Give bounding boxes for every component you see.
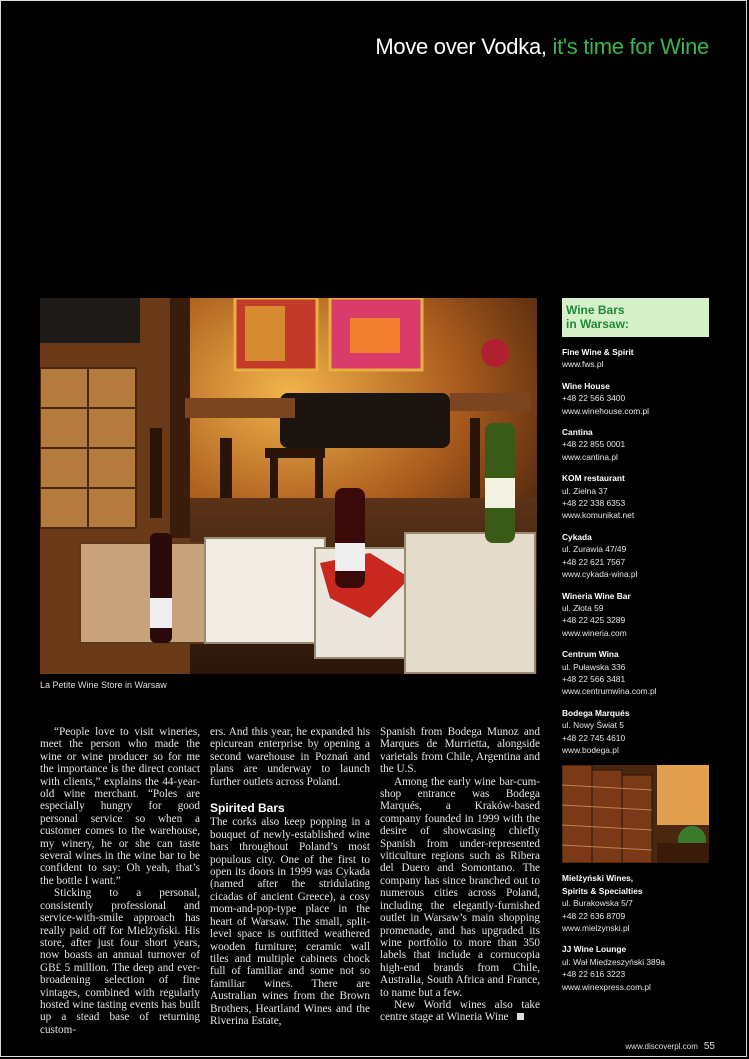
article-column-2 (210, 726, 370, 1027)
section-subhead: Spirited Bars (210, 801, 285, 816)
wine-bar-entry (562, 943, 709, 993)
wine-bar-name-cont: Spirits & Specialties (562, 885, 643, 896)
wine-bar-detail: ul. Zielna 37 (562, 485, 608, 496)
wine-bar-entry (562, 590, 709, 640)
photo-caption: La Petite Wine Store in Warsaw (40, 680, 167, 690)
wine-bar-entry (562, 426, 709, 463)
wine-bar-detail: ul. Wał Miedzeszyński 389a (562, 956, 666, 967)
wine-bar-detail: ul. Puławska 336 (562, 661, 626, 672)
sidebar-heading (562, 298, 709, 337)
wine-bar-name: Cykada (562, 531, 592, 542)
wine-bar-name: Wineria Wine Bar (562, 590, 631, 601)
wine-bar-entry (562, 648, 709, 698)
wine-bar-name: KOM restaurant (562, 473, 625, 484)
wine-bar-detail: ul. Zurawia 47/49 (562, 544, 627, 555)
wine-bar-detail: +48 22 855 0001 (562, 439, 626, 450)
page-footer (625, 1041, 715, 1052)
wine-bar-detail: ul. Nowy Świat 5 (562, 720, 624, 731)
headline (375, 34, 709, 60)
wine-bar-detail: www.winexpress.com.pl (562, 981, 651, 992)
wine-bar-detail: www.cantina.pl (562, 451, 618, 462)
article-paragraph: “People love to visit wineries, meet the person who made the wine or wine producer so for me the importance is the direct contact with clients,” explains the 44-year-old wine merchant. “Poles are especially hungry for good personal service so when a customer comes to the warehouse, my winery, he or she can taste several wines in the wine bar to be confident to say: Oh yeah, that’s the bottle I want.” (40, 726, 200, 887)
wine-bar-detail: +48 22 566 3400 (562, 393, 626, 404)
wine-bar-detail: +48 22 338 6353 (562, 498, 626, 509)
article-last-line: New World wines also take centre stage at Wineria Wine (380, 998, 540, 1024)
wine-bar-name: Mielżyński Wines, (562, 873, 634, 884)
article-paragraph: Spanish from Bodega Munoz and Marques de Murrietta, alongside varietals from Chile, Argentina and the U.S. (380, 726, 540, 776)
wine-shelves-photo (562, 765, 709, 863)
wine-bar-name: Wine House (562, 380, 610, 391)
wine-bar-name: JJ Wine Lounge (562, 944, 627, 955)
sidebar-list (562, 346, 709, 993)
headline-accent: it's time for Wine (546, 34, 709, 59)
wine-store-illustration (40, 298, 537, 674)
wine-bar-entry (562, 472, 709, 522)
wine-bar-detail: ul. Burakowska 5/7 (562, 898, 633, 909)
wine-bar-name: Bodega Marqués (562, 707, 630, 718)
wine-bar-detail: +48 22 745 4610 (562, 732, 626, 743)
article-column-1 (40, 726, 200, 1036)
wine-bar-detail: +48 22 621 7567 (562, 556, 626, 567)
page-number: 55 (703, 1041, 715, 1052)
wine-bar-detail: www.fws.pl (562, 359, 604, 370)
wine-bar-detail: +48 22 566 3481 (562, 673, 626, 684)
wine-bar-detail: www.bodega.pl (562, 744, 619, 755)
wine-bar-detail: ul. Złota 59 (562, 602, 604, 613)
footer-site: www.discoverpl.com (625, 1042, 698, 1051)
wine-bar-detail: www.wineria.com (562, 627, 627, 638)
wine-bar-detail: +48 22 636 8709 (562, 910, 626, 921)
article-column-3 (380, 726, 540, 1024)
article-paragraph (380, 999, 540, 1024)
wine-bar-name: Centrum Wina (562, 649, 619, 660)
wine-store-photo (40, 298, 537, 674)
article-paragraph: ers. And this year, he expanded his epicurean enterprise by opening a second warehouse in Poznań and plans are underway to launch further outlets across Poland. (210, 726, 370, 788)
wine-bar-entry (562, 707, 709, 757)
end-mark-icon (517, 1013, 524, 1020)
wine-bar-name: Fine Wine & Spirit (562, 347, 634, 357)
wine-bar-detail: www.mielzynski.pl (562, 923, 630, 933)
article-paragraph: Sticking to a personal, consistently professional and service-with-smile approach has really paid off for Mielżyński. His store, after just four short years, now boasts an annual turnover of GB£ 5 million. The deep and ever-broadening selection of fine vintages, combined with regularly hosted wine tasting events has built up a stead base of returning custom- (40, 887, 200, 1036)
wine-bar-detail: www.winehouse.com.pl (562, 405, 650, 416)
wine-bar-entry (562, 531, 709, 581)
wine-shelves-illustration (562, 765, 709, 863)
wine-bar-detail: www.komunikat.net (562, 510, 635, 521)
wine-bar-detail: www.cykada-wina.pl (562, 569, 638, 580)
headline-main: Move over Vodka, (375, 34, 547, 59)
wine-bar-entry (562, 872, 709, 934)
wine-bar-detail: www.centrumwina.com.pl (562, 686, 657, 697)
wine-bars-sidebar (562, 298, 709, 1002)
sidebar-heading-line1: Wine Bars (566, 303, 625, 317)
wine-bar-name: Cantina (562, 427, 593, 438)
wine-bar-detail: +48 22 616 3223 (562, 969, 626, 980)
wine-bar-entry (562, 346, 709, 371)
sidebar-heading-line2: in Warsaw: (566, 317, 629, 331)
article-paragraph: Among the early wine bar-cum-shop entrance was Bodega Marqués, a Kraków-based company founded in 1999 with the desire of showcasing chiefly Spanish from under-represented viticulture regions such as Ribera del Duero and Somontano. The company has since branched out to numerous cities across Poland, including the elegantly-furnished outlet in Warsaw’s main shopping promenade, and has upgraded its wine portfolio to more than 350 labels that include a cornucopia high-end brands from Chile, Australia, South Africa and France, to name but a few. (380, 775, 540, 999)
wine-bar-entry (562, 380, 709, 417)
article-paragraph: The corks also keep popping in a bouquet of newly-established wine bars throughout Poland’s most populous city. One of the first to open its doors in 1999 was Cykada (named after the stridulating cicadas of ancient Greece), a cosy mom-and-pop-type place in the heart of Warsaw. The small, split-level space is outfitted weathered wooden furniture; ceramic wall tiles and multiple cabinets chock full of familiar and some not so familiar wines. There are Australian wines from the Brown Brothers, Heartland Wines and the Riverina Estate, (210, 816, 370, 1027)
wine-bar-detail: +48 22 425 3289 (562, 615, 626, 626)
